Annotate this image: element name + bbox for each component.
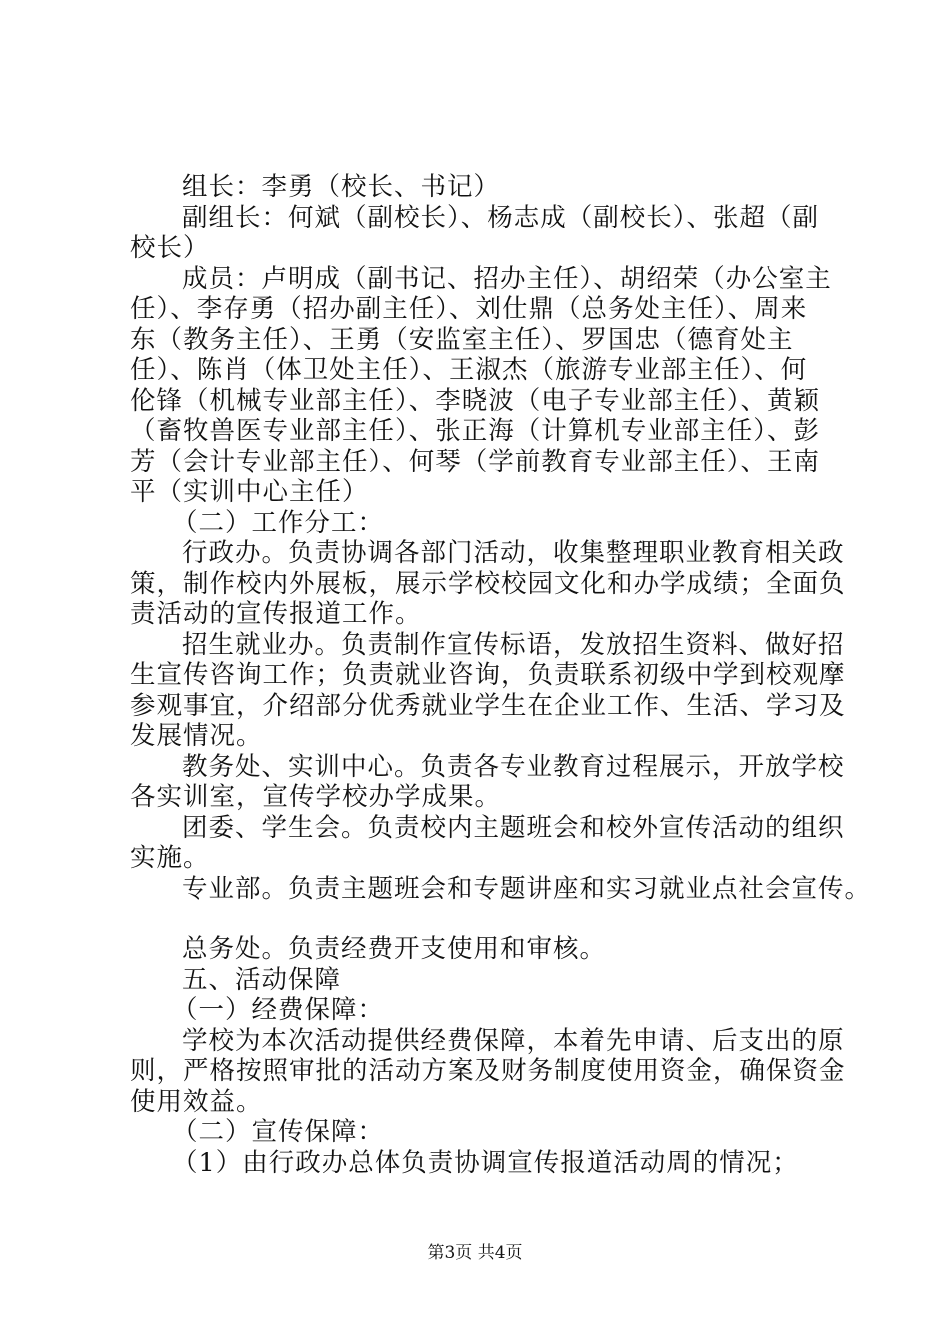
text-line: 成员：卢明成（副书记、招办主任）、胡绍荣（办公室主 xyxy=(182,263,832,294)
section-heading: 五、活动保障 xyxy=(182,964,342,995)
text-line: 任）、李存勇（招办副主任）、刘仕鼎（总务处主任）、周来 xyxy=(130,294,808,324)
text-line: 则，严格按照审批的活动方案及财务制度使用资金，确保资金 xyxy=(130,1056,846,1086)
text-line: 任）、陈肖（体卫处主任）、王淑杰（旅游专业部主任）、何 xyxy=(130,355,808,385)
text-line: 东（教务主任）、王勇（安监室主任）、罗国忠（德育处主 xyxy=(130,324,794,355)
paragraph-gap xyxy=(130,904,850,934)
section-heading: （二）工作分工： xyxy=(172,507,385,538)
text-line: 专业部。负责主题班会和专题讲座和实习就业点社会宣传。 xyxy=(182,873,872,904)
text-line: 各实训室，宣传学校办学成果。 xyxy=(130,782,502,812)
page-number-footer: 第3页 共4页 xyxy=(427,1243,523,1263)
text-line: 参观事宜，介绍部分优秀就业学生在企业工作、生活、学习及 xyxy=(130,690,846,721)
text-line: 教务处、实训中心。负责各专业教育过程展示，开放学校 xyxy=(182,751,845,782)
text-line: （畜牧兽医专业部主任）、张正海（计算机专业部主任）、彭 xyxy=(130,416,821,446)
document-body xyxy=(130,172,872,1178)
text-line: 副组长：何斌（副校长）、杨志成（副校长）、张超（副 xyxy=(182,202,820,233)
text-line: 平（实训中心主任） xyxy=(130,477,369,507)
text-line: 发展情况。 xyxy=(130,721,263,751)
text-line: 总务处。负责经费开支使用和审核。 xyxy=(182,934,607,964)
text-line: 校长） xyxy=(130,233,210,263)
text-line: 生宣传咨询工作；负责就业咨询，负责联系初级中学到校观摩 xyxy=(130,660,846,690)
text-line: 团委、学生会。负责校内主题班会和校外宣传活动的组织 xyxy=(182,812,845,843)
text-line: 使用效益。 xyxy=(130,1086,263,1117)
text-line: （1）由行政办总体负责协调宣传报道活动周的情况； xyxy=(172,1147,799,1178)
text-line: 伦锋（机械专业部主任）、李晓波（电子专业部主任）、黄颖 xyxy=(130,385,821,416)
text-line: 行政办。负责协调各部门活动，收集整理职业教育相关政 xyxy=(182,538,845,568)
text-line: 学校为本次活动提供经费保障，本着先申请、后支出的原 xyxy=(182,1025,845,1056)
text-line: 招生就业办。负责制作宣传标语，发放招生资料、做好招 xyxy=(182,629,845,660)
section-heading: （一）经费保障： xyxy=(172,995,385,1025)
text-line: 芳（会计专业部主任）、何琴（学前教育专业部主任）、王南 xyxy=(130,446,821,477)
text-line: 策，制作校内外展板，展示学校校园文化和办学成绩；全面负 xyxy=(130,568,846,599)
section-heading: （二）宣传保障： xyxy=(172,1117,385,1147)
text-line: 组长：李勇（校长、书记） xyxy=(182,172,501,202)
text-line: 责活动的宣传报道工作。 xyxy=(130,599,422,629)
text-line: 实施。 xyxy=(130,843,210,873)
